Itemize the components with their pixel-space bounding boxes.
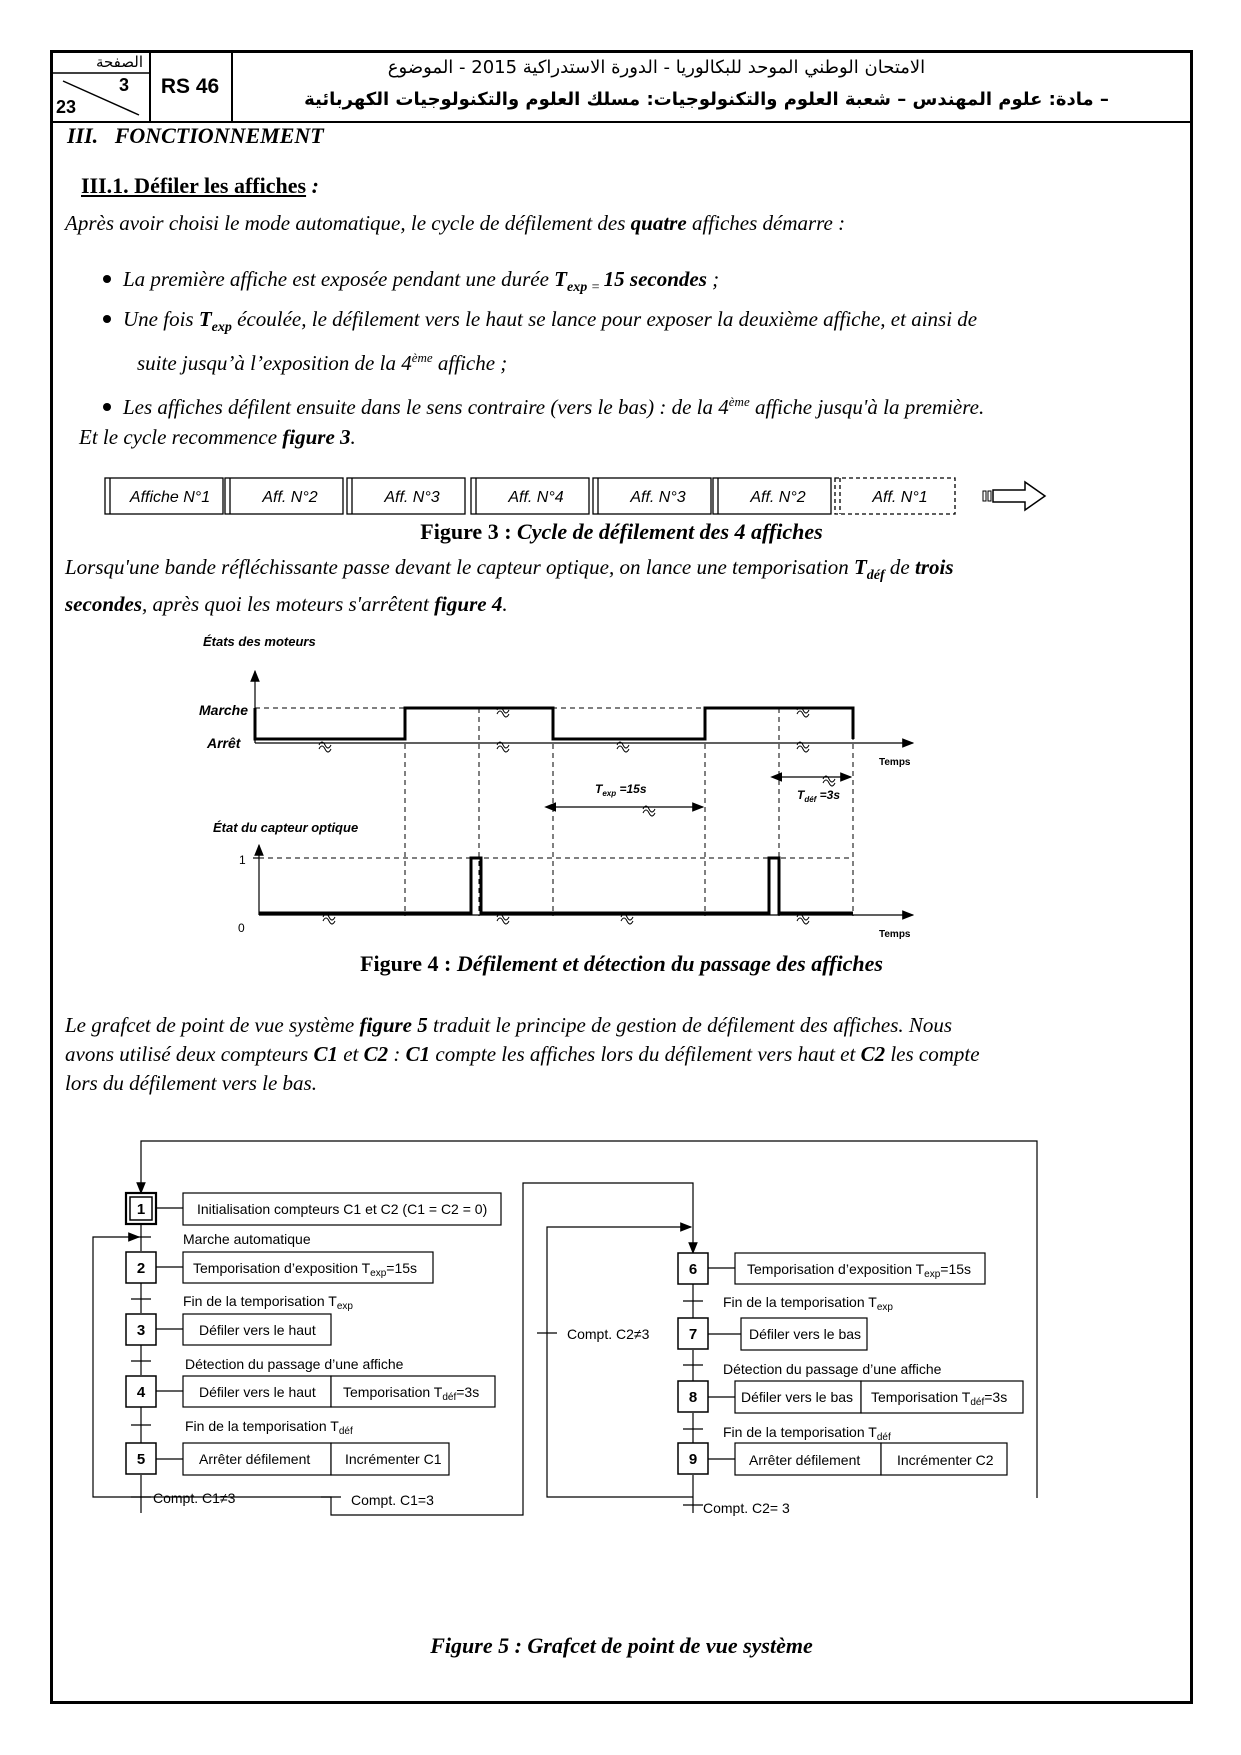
cycle-cell-label: Aff. N°3 <box>384 489 440 506</box>
page-number-box <box>53 53 151 121</box>
page-total: 23 <box>56 97 77 117</box>
sensor-one-label: 1 <box>239 853 246 867</box>
section-name: FONCTIONNEMENT <box>114 123 324 148</box>
grafcet-step-number: 1 <box>136 1201 146 1218</box>
cycle-cell-label: Affiche N°1 <box>129 489 211 506</box>
bullet-2-cont: suite jusqu’à l’exposition de la 4ème affiche ; <box>137 350 508 375</box>
marche-label: Marche <box>199 702 249 718</box>
action-5b-text: Incrémenter C1 <box>345 1451 442 1467</box>
page-label: الصفحة <box>95 53 143 71</box>
figure-5-caption: Figure 5 : Grafcet de point de vue système <box>430 1633 813 1658</box>
bullet-3: Les affiches défilent ensuite dans le sens contraire (vers le bas) : de la 4ème affiche jusqu'à la première. <box>103 387 984 422</box>
action-8a-text: Défiler vers le bas <box>741 1389 854 1405</box>
transition-c1-ne-label: Compt. C1≠3 <box>153 1490 236 1506</box>
header-line-1: الامتحان الوطني الموحد للبكالوريا - الدورة الاستدراكية 2015 - الموضوع <box>387 57 926 78</box>
section-title <box>67 123 324 149</box>
tdef-label: $T_{déf} =3s$ <box>797 788 841 804</box>
transition-c2-eq-label: Compt. C2= 3 <box>703 1500 790 1516</box>
subsection-name: III.1. Défiler les affiches <box>81 173 307 198</box>
subsection-title <box>81 173 319 199</box>
action-6-text: Temporisation d’exposition $T_{exp}=15s$ <box>747 1261 972 1280</box>
cycle-arrow-icon <box>983 482 1045 510</box>
action-5a-text: Arrêter défilement <box>199 1451 311 1467</box>
cycle-cell-label: Aff. N°4 <box>508 489 564 506</box>
transition-4-label: Fin de la temporisation $T_{déf}$ <box>185 1418 353 1437</box>
action-4b-text: Temporisation $T_{déf}=3s$ <box>343 1384 480 1403</box>
grafcet-step-number: 2 <box>136 1260 146 1277</box>
action-8b-text: Temporisation $T_{déf}=3s$ <box>871 1389 1008 1408</box>
sensor-axis-title: État du capteur optique <box>213 820 359 835</box>
arret-label: Arrêt <box>207 735 241 751</box>
grafcet-step-number: 5 <box>136 1451 146 1468</box>
cycle-cells <box>105 478 955 514</box>
intro-paragraph: Après avoir choisi le mode automatique, le cycle de défilement des quatre affiches démarre : <box>65 211 846 235</box>
action-4a-text: Défiler vers le haut <box>199 1384 316 1400</box>
grafcet-step-number: 6 <box>688 1261 698 1278</box>
bullet-2: Une fois $T_{exp}$ écoulée, le défilement vers le haut se lance pour exposer la deuxième affiche, et ainsi de <box>103 305 1183 342</box>
cycle-cell-label: Aff. N°2 <box>262 489 318 506</box>
action-1-text: Initialisation compteurs C1 et C2 (C1 = C2 = 0) <box>197 1201 488 1217</box>
transition-3-label: Détection du passage d’une affiche <box>185 1356 404 1372</box>
figure-5-grafcet <box>53 1113 1190 1673</box>
transition-2-label: Fin de la temporisation $T_{exp}$ <box>183 1293 353 1312</box>
cycle-cell-label: Aff. N°1 <box>872 489 928 506</box>
action-3-text: Défiler vers le haut <box>199 1322 316 1338</box>
paragraph-2: Lorsqu'une bande réfléchissante passe devant le capteur optique, on lance une temporisation $T_{déf}$ de trois secondes, après quoi les moteurs s'arrêtent figure 4. <box>65 555 954 617</box>
motor-axis-title: États des moteurs <box>203 634 316 649</box>
cycle-cell-label: Aff. N°3 <box>630 489 686 506</box>
page-num: 3 <box>119 75 130 95</box>
paragraph-3: Le grafcet de point de vue système figure 5 traduit le principe de gestion de défilement des affiches. Nous avons utilisé deux compteurs C1 et C2 : C1 compte les affiches lors du défilement vers haut et C2 les compte lors du défilement vers le bas. <box>65 1013 980 1095</box>
grafcet-step-number: 8 <box>688 1389 698 1406</box>
temps-label-sensor: Temps <box>879 929 911 940</box>
temps-label-motor: Temps <box>879 757 911 768</box>
bullet-1: La première affiche est exposée pendant une durée $T_{exp}$ $_=$ 15 secondes ; <box>103 265 719 302</box>
page-header <box>53 53 1190 123</box>
action-7-text: Défiler vers le bas <box>749 1326 862 1342</box>
action-2-text: Temporisation d’exposition $T_{exp}=15s$ <box>193 1260 418 1279</box>
exam-page <box>50 50 1193 1704</box>
grafcet-step-number: 9 <box>688 1451 698 1468</box>
subject-code: RS 46 <box>149 53 233 121</box>
transition-6-label: Fin de la temporisation $T_{exp}$ <box>723 1294 893 1313</box>
transition-c2-ne-label: Compt. C2≠3 <box>567 1326 650 1342</box>
texp-label: $T_{exp} =15s$ <box>595 782 647 798</box>
transition-7-label: Détection du passage d’une affiche <box>723 1361 942 1377</box>
grafcet-step-number: 3 <box>136 1322 146 1339</box>
figure-3-strip <box>53 468 1190 518</box>
action-9a-text: Arrêter défilement <box>749 1452 861 1468</box>
figure-3-caption: Figure 3 : Cycle de défilement des 4 affiches <box>420 519 823 544</box>
cycle-cell-label: Aff. N°2 <box>750 489 806 506</box>
figure-4-timing <box>53 621 1190 941</box>
header-line-2: – مادة: علوم المهندس – شعبة العلوم والتكنولوجيات: مسلك العلوم والتكنولوجيات الكهربائية <box>304 89 1109 110</box>
grafcet-step-number: 4 <box>136 1384 146 1401</box>
section-num: III. <box>67 123 99 148</box>
sensor-zero-label: 0 <box>238 921 245 935</box>
transition-1-label: Marche automatique <box>183 1231 311 1247</box>
figure-4-caption: Figure 4 : Défilement et détection du passage des affiches <box>360 951 883 976</box>
cycle-line: Et le cycle recommence figure 3. <box>79 425 356 449</box>
grafcet-step-number: 7 <box>688 1326 698 1343</box>
transition-8-label: Fin de la temporisation $T_{déf}$ <box>723 1424 891 1443</box>
subsection-colon: : <box>306 173 319 198</box>
transition-c1-eq-label: Compt. C1=3 <box>351 1492 434 1508</box>
action-9b-text: Incrémenter C2 <box>897 1452 994 1468</box>
